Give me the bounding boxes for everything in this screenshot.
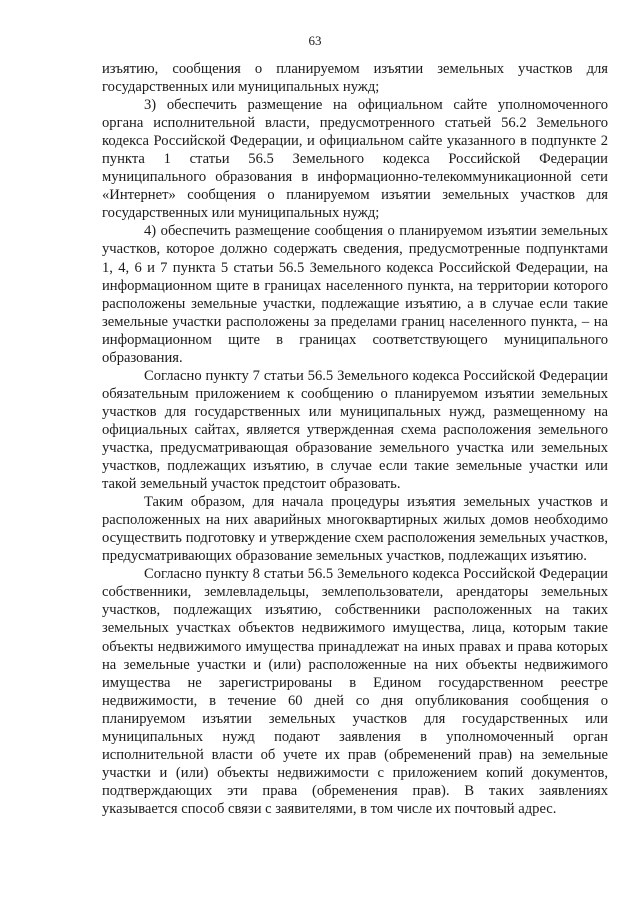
page-number: 63 <box>308 33 322 48</box>
paragraph-continuation: изъятию, сообщения о планируемом изъятии земельных участков для государственных или муниципальных нужд; <box>102 61 608 96</box>
paragraph-point-8: Согласно пункту 8 статьи 56.5 Земельного кодекса Российской Федерации собственники, землевладельцы, землепользователи, арендаторы земельных участков, подлежащих изъятию, собственники расположенных на таких земельных участках объектов недвижимого имущества, лица, которым такие объекты недвижимого имущества принадлежат на иных правах и права которых на земельные участки и (или) расположенные на них объекты недвижимого имущества не зарегистрированы в Едином государственном реестре недвижимости, в течение 60 дней со дня опубликования сообщения о планируемом изъятии земельных участков для государственных или муниципальных нужд подают заявления в уполномоченный орган исполнительной власти об учете их прав (обременений прав) на земельные участки и (или) объекты недвижимости с приложением копий документов, подтверждающих эти права (обременения прав). В таких заявлениях указывается способ связи с заявителями, в том числе их почтовый адрес. <box>102 566 608 817</box>
paragraph-item-4: 4) обеспечить размещение сообщения о планируемом изъятии земельных участков, которое должно содержать сведения, предусмотренные подпунктами 1, 4, 6 и 7 пункта 5 статьи 56.5 Земельного кодекса Российской Федерации, на информационном щите в границах населенного пункта, на территории которого расположены земельные участки, подлежащие изъятию, а в случае если такие земельные участки расположены за пределами границ населенного пункта, – на информационном щите в границах соответствующего муниципального образования. <box>102 223 608 366</box>
document-body <box>102 60 608 818</box>
paragraph-item-3: 3) обеспечить размещение на официальном сайте уполномоченного органа исполнительной власти, предусмотренного статьей 56.2 Земельного кодекса Российской Федерации, и официальном сайте указанного в подпункте 2 пункта 1 статьи 56.5 Земельного кодекса Российской Федерации муниципального образования в информационно-телекоммуникационной сети «Интернет» сообщения о планируемом изъятии земельных участков для государственных или муниципальных нужд; <box>102 97 608 222</box>
paragraph-conclusion: Таким образом, для начала процедуры изъятия земельных участков и расположенных на них аварийных многоквартирных жилых домов необходимо осуществить подготовку и утверждение схем расположения земельных участков, предусматривающих образование земельных участков, подлежащих изъятию. <box>102 494 608 565</box>
paragraph-point-7: Согласно пункту 7 статьи 56.5 Земельного кодекса Российской Федерации обязательным приложением к сообщению о планируемом изъятии земельных участков для государственных или муниципальных нужд, размещенному на официальных сайтах, является утвержденная схема расположения земельного участка, предусматривающая образование земельного участка или земельных участков, подлежащих изъятию, в случае если такие земельные участки или такой земельный участок предстоит образовать. <box>102 367 608 493</box>
